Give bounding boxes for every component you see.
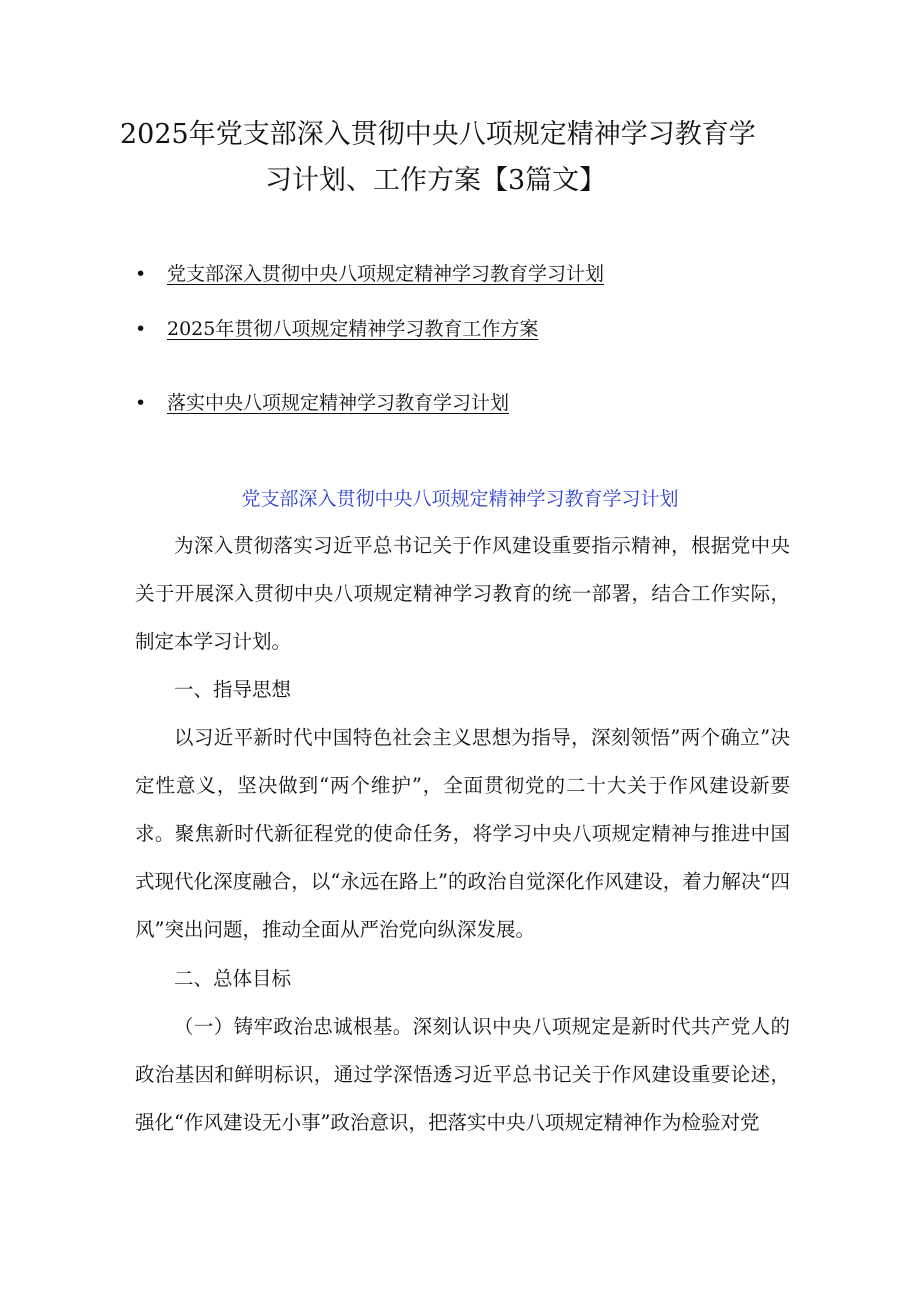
intro-paragraph: 为深入贯彻落实习近平总书记关于作风建设重要指示精神，根据党中央关于开展深入贯彻中央八项规定精神学习教育的统一部署，结合工作实际，制定本学习计划。 [135, 534, 790, 653]
paragraph-guiding-ideology: 以习近平新时代中国特色社会主义思想为指导，深刻领悟”两个确立”决定性意义，坚决做到“两个维护”，全面贯彻党的二十大关于作风建设新要求。聚焦新时代新征程党的使命任务，将学习中央八项规定精神与推进中国式现代化深度融合，以“永远在路上”的政治自觉深化作风建设，着力解决“四风”突出问题，推动全面从严治党向纵深发展。 [135, 726, 790, 941]
title-line-1: 2025年党支部深入贯彻中央八项规定精神学习教育学 [120, 119, 756, 150]
heading-guiding-ideology: 一、指导思想 [174, 678, 292, 701]
toc-item [135, 315, 538, 343]
bullet-icon: • [135, 318, 147, 340]
toc-item [135, 389, 509, 417]
heading-overall-goals: 二、总体目标 [174, 967, 292, 990]
bullet-icon: • [135, 263, 147, 285]
toc-link-1[interactable]: 党支部深入贯彻中央八项规定精神学习教育学习计划 [167, 263, 605, 285]
toc-link-3[interactable]: 落实中央八项规定精神学习教育学习计划 [167, 392, 510, 414]
section-title: 党支部深入贯彻中央八项规定精神学习教育学习计划 [241, 488, 679, 510]
toc-link-2[interactable]: 2025年贯彻八项规定精神学习教育工作方案 [167, 318, 539, 340]
title-line-2: 习计划、工作方案【3篇文】 [265, 165, 607, 196]
bullet-icon: • [135, 392, 147, 414]
toc-item [135, 260, 604, 288]
document-title [120, 112, 800, 204]
paragraph-overall-goals: （一）铸牢政治忠诚根基。深刻认识中央八项规定是新时代共产党人的政治基因和鲜明标识，通过学深悟透习近平总书记关于作风建设重要论述，强化“作风建设无小事”政治意识，把落实中央八项规定精神作为检验对党 [135, 1015, 790, 1134]
